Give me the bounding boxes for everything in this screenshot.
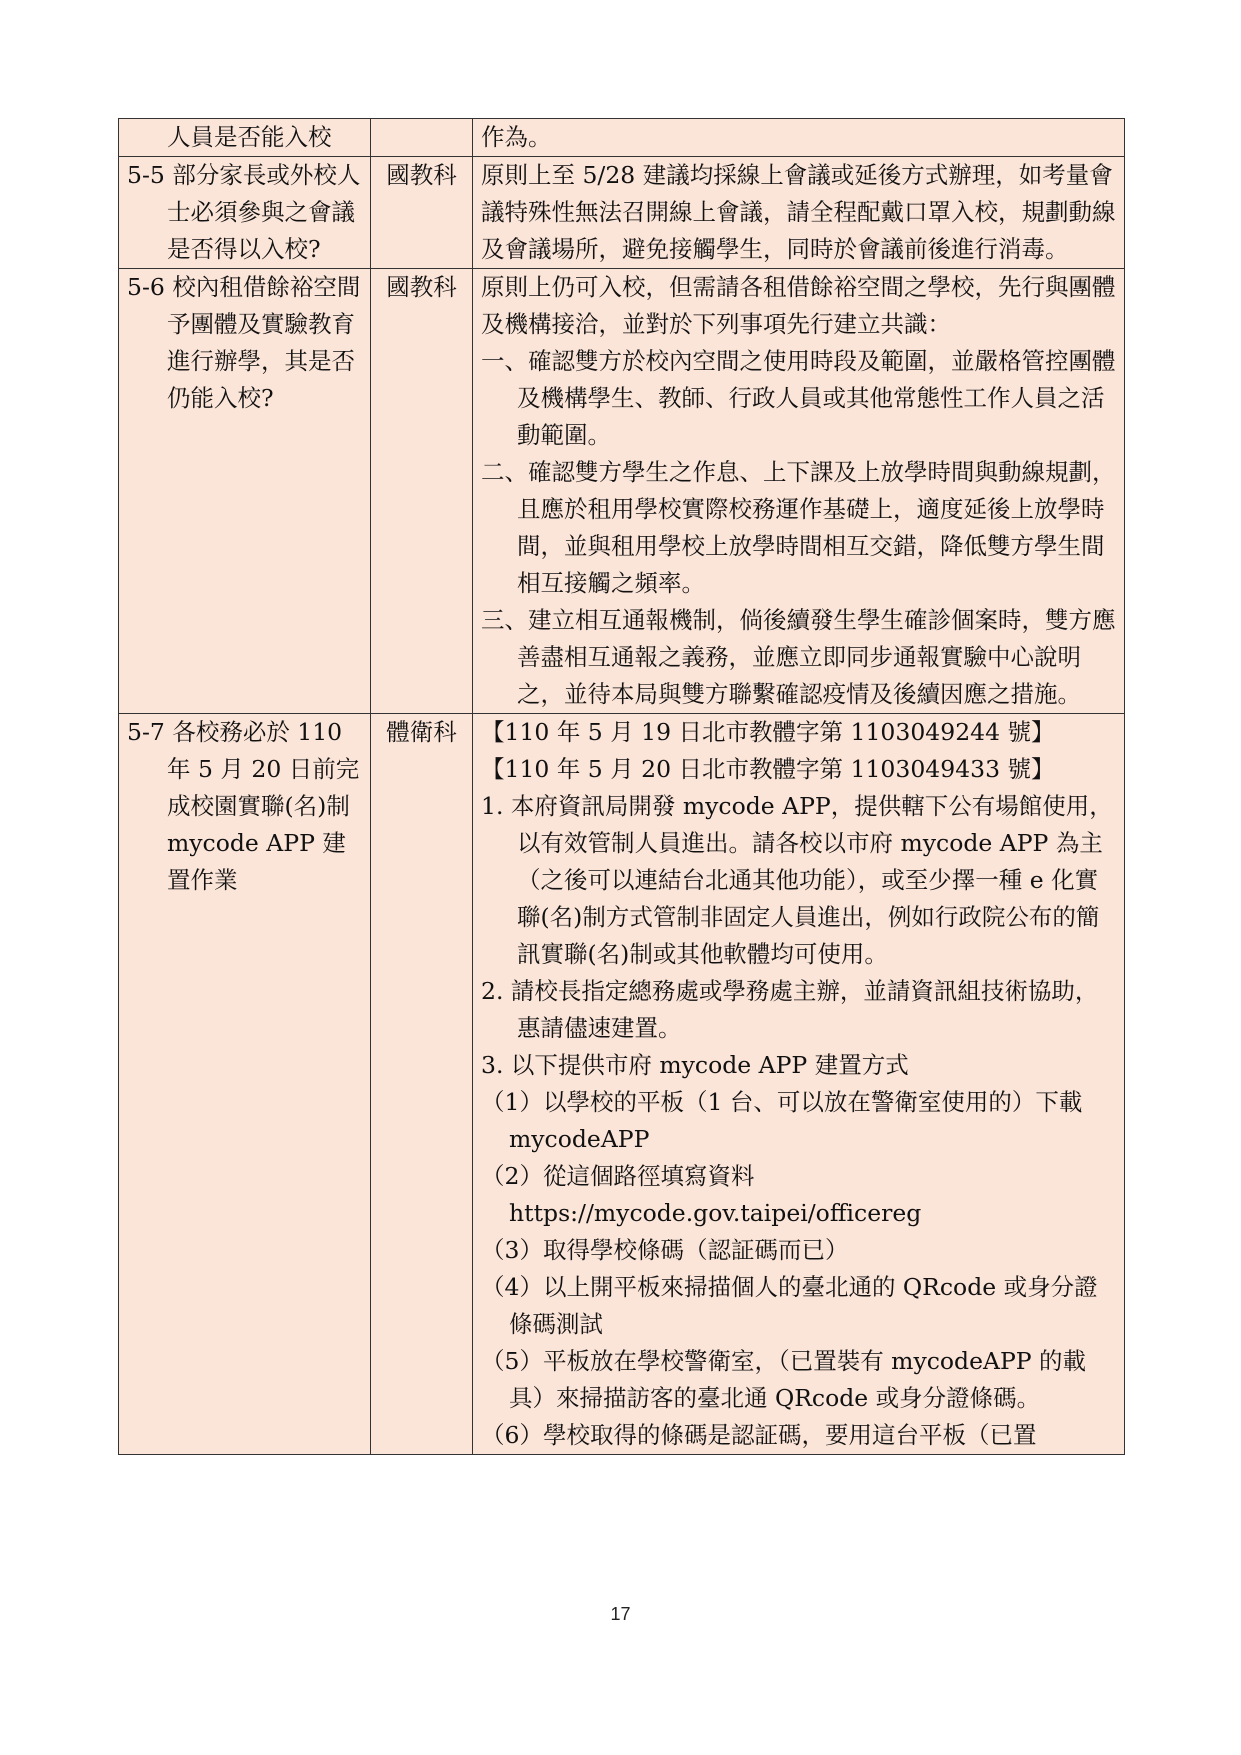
setup-step: （4）以上開平板來掃描個人的臺北通的 QRcode 或身分證條碼測試 bbox=[481, 1273, 1098, 1338]
answer-intro: 原則上仍可入校，但需請各租借餘裕空間之學校，先行與團體及機構接洽，並對於下列事項先行建立共識： bbox=[481, 273, 1116, 338]
page-number: 17 bbox=[610, 1604, 631, 1624]
answer-cell: 原則上至 5/28 建議均採線上會議或延後方式辦理，如考量會議特殊性無法召開線上會議，請全程配戴口罩入校，規劃動線及會議場所，避免接觸學生，同時於會議前後進行消毒。 bbox=[473, 157, 1125, 269]
answer-item: 一、確認雙方於校內空間之使用時段及範圍，並嚴格管控團體及機構學生、教師、行政人員或其他常態性工作人員之活動範圍。 bbox=[481, 347, 1116, 449]
answer-cell: 作為。 bbox=[473, 119, 1125, 157]
answer-item: 1. 本府資訊局開發 mycode APP，提供轄下公有場館使用，以有效管制人員進出。請各校以市府 mycode APP 為主（之後可以連結台北通其他功能），或至少擇一種 e 化實聯(名)制方式管制非固定人員進出，例如行政院公布的簡訊實聯(名)制或其他軟體均可使用。 bbox=[481, 792, 1113, 968]
table-row bbox=[119, 157, 1125, 269]
department-cell: 國教科 bbox=[371, 157, 473, 269]
answer-cell bbox=[473, 714, 1125, 1455]
setup-step: （1）以學校的平板（1 台、可以放在警衛室使用的）下載 mycodeAPP bbox=[481, 1088, 1083, 1153]
table-row bbox=[119, 269, 1125, 714]
department-cell: 國教科 bbox=[371, 269, 473, 714]
answer-item: 三、建立相互通報機制，倘後續發生學生確診個案時，雙方應善盡相互通報之義務，並應立即同步通報實驗中心說明之，並待本局與雙方聯繫確認疫情及後續因應之措施。 bbox=[481, 606, 1116, 708]
answer-item: 3. 以下提供市府 mycode APP 建置方式 bbox=[481, 1051, 909, 1079]
department-cell bbox=[371, 119, 473, 157]
question-cell: 5-7 各校務必於 110 年 5 月 20 日前完成校園實聯(名)制 mycode APP 建置作業 bbox=[119, 714, 371, 1455]
question-cell: 人員是否能入校 bbox=[119, 119, 371, 157]
table-row bbox=[119, 119, 1125, 157]
setup-step: （5）平板放在學校警衛室，（已置裝有 mycodeAPP 的載具）來掃描訪客的臺北通 QRcode 或身分證條碼。 bbox=[481, 1347, 1087, 1412]
document-reference: 【110 年 5 月 20 日北市教體字第 1103049433 號】 bbox=[481, 755, 1055, 783]
document-reference: 【110 年 5 月 19 日北市教體字第 1103049244 號】 bbox=[481, 718, 1055, 746]
answer-item: 2. 請校長指定總務處或學務處主辦，並請資訊組技術協助，惠請儘速建置。 bbox=[481, 977, 1099, 1042]
question-cell: 5-6 校內租借餘裕空間予團體及實驗教育進行辦學，其是否仍能入校? bbox=[119, 269, 371, 714]
setup-step: （2）從這個路徑填寫資料 bbox=[481, 1162, 755, 1190]
question-cell: 5-5 部分家長或外校人士必須參與之會議是否得以入校? bbox=[119, 157, 371, 269]
table-row bbox=[119, 714, 1125, 1455]
registration-url[interactable]: https://mycode.gov.taipei/officereg bbox=[509, 1199, 922, 1227]
answer-item: 二、確認雙方學生之作息、上下課及上放學時間與動線規劃，且應於租用學校實際校務運作基礎上，適度延後上放學時間，並與租用學校上放學時間相互交錯，降低雙方學生間相互接觸之頻率。 bbox=[481, 458, 1116, 597]
setup-step: （3）取得學校條碼（認証碼而已） bbox=[481, 1236, 849, 1264]
department-cell: 體衛科 bbox=[371, 714, 473, 1455]
document-table bbox=[118, 118, 1125, 1455]
answer-cell bbox=[473, 269, 1125, 714]
setup-step: （6）學校取得的條碼是認証碼，要用這台平板（已置 bbox=[481, 1421, 1037, 1449]
